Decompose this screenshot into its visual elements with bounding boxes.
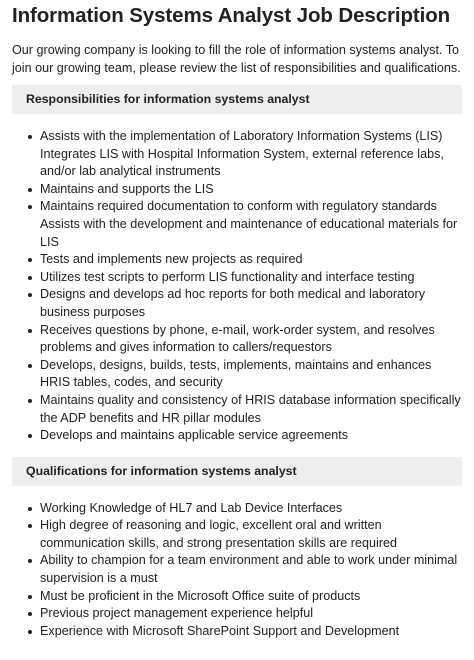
list-item: Experience with Microsoft SharePoint Support and Development [12,623,462,641]
qualifications-list [12,500,462,641]
list-item: Receives questions by phone, e-mail, work-order system, and resolves problems and gives information to callers/requestors [12,322,462,357]
qualifications-header: Qualifications for information systems analyst [12,457,462,486]
list-item: Tests and implements new projects as required [12,251,462,269]
list-item: Utilizes test scripts to perform LIS functionality and interface testing [12,269,462,287]
list-item: Maintains required documentation to conform with regulatory standards Assists with the development and maintenance of educational materials for LIS [12,198,462,251]
list-item: Maintains and supports the LIS [12,181,462,199]
responsibilities-header: Responsibilities for information systems analyst [12,85,462,114]
page-title: Information Systems Analyst Job Description [12,4,451,27]
list-item: Develops, designs, builds, tests, implements, maintains and enhances HRIS tables, codes, and security [12,357,462,392]
list-item: Must be proficient in the Microsoft Office suite of products [12,588,462,606]
list-item: Working Knowledge of HL7 and Lab Device Interfaces [12,500,462,518]
list-item: Maintains quality and consistency of HRIS database information specifically the ADP benefits and HR pillar modules [12,392,462,427]
list-item: Previous project management experience helpful [12,605,462,623]
responsibilities-list [12,128,462,445]
intro-paragraph: Our growing company is looking to fill the role of information systems analyst. To join our growing team, please review the list of responsibilities and qualifications. [12,43,461,75]
list-item: Designs and develops ad hoc reports for both medical and laboratory business purposes [12,286,462,321]
list-item: Assists with the implementation of Laboratory Information Systems (LIS) Integrates LIS with Hospital Information System, external reference labs, and/or lab analytical instruments [12,128,462,181]
list-item: Develops and maintains applicable service agreements [12,427,462,445]
list-item: Ability to champion for a team environment and able to work under minimal supervision is a must [12,552,462,587]
list-item: High degree of reasoning and logic, excellent oral and written communication skills, and strong presentation skills are required [12,517,462,552]
